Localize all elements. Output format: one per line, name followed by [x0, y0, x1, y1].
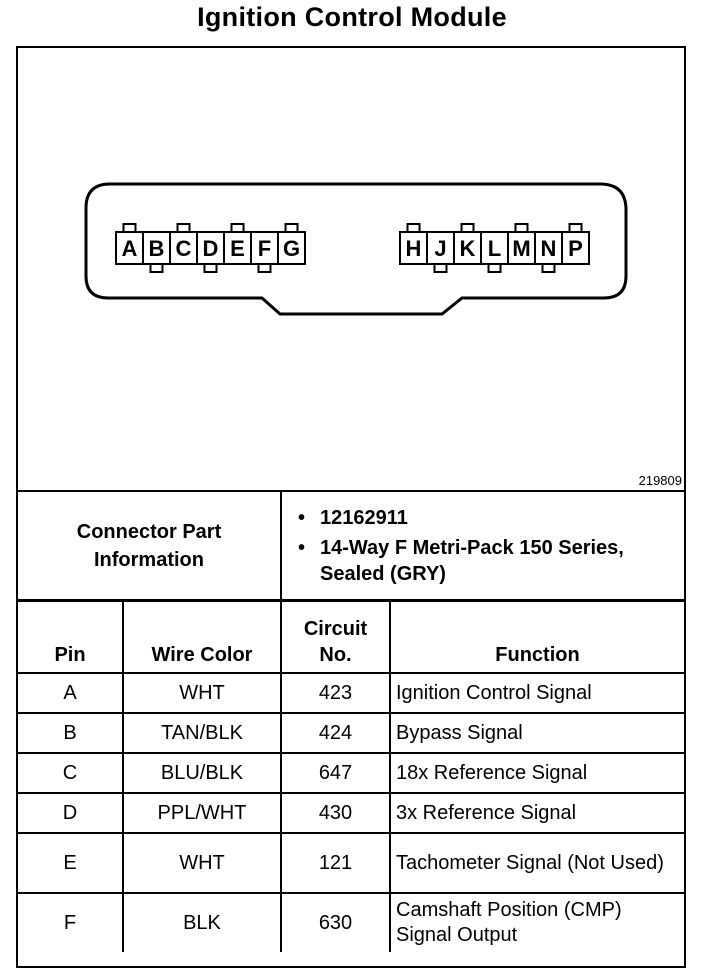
cell-function: Tachometer Signal (Not Used) [390, 833, 684, 893]
pin-letter-e: E [230, 236, 245, 261]
pin-latch-tab [205, 264, 217, 272]
table-row [18, 673, 684, 713]
header-circuit-line1: Circuit [303, 618, 368, 640]
cell-wire-color: BLU/BLK [123, 753, 281, 793]
cell-circuit: 424 [281, 713, 390, 753]
pin-letter-h: H [405, 236, 422, 261]
cell-function: 3x Reference Signal [390, 793, 684, 833]
document-frame [16, 46, 686, 968]
table-row [18, 753, 684, 793]
cell-pin: D [18, 793, 123, 833]
cell-circuit: 630 [281, 893, 390, 952]
pin-latch-tab [178, 224, 190, 232]
pin-latch-tab [232, 224, 244, 232]
pins-left-group [116, 224, 305, 272]
connector-info-label [18, 492, 281, 600]
connector-part-number: • 12162911 [320, 505, 684, 531]
cell-pin: F [18, 893, 123, 952]
figure-id: 219809 [638, 473, 682, 488]
pin-letter-c: C [175, 236, 192, 261]
pin-letter-l: L [487, 236, 502, 261]
cell-wire-color: WHT [123, 673, 281, 713]
pin-latch-tab [489, 264, 501, 272]
table-row [18, 893, 684, 952]
pin-letter-m: M [512, 236, 531, 261]
connector-info-label-line2: Information [94, 548, 204, 571]
pin-letter-g: G [282, 236, 301, 261]
cell-pin: A [18, 673, 123, 713]
page-title: Ignition Control Module [197, 2, 507, 32]
pin-latch-tab [462, 224, 474, 232]
pin-letter-k: K [459, 236, 476, 261]
pin-latch-tab [286, 224, 298, 232]
pin-letter-j: J [434, 236, 447, 261]
cell-wire-color: TAN/BLK [123, 713, 281, 753]
pin-latch-tab [543, 264, 555, 272]
connector-drawing [18, 48, 684, 490]
table-row [18, 793, 684, 833]
table-row [18, 713, 684, 753]
pin-latch-tab [408, 224, 420, 232]
cell-circuit: 121 [281, 833, 390, 893]
header-function: Function [390, 601, 684, 673]
pin-letter-n: N [540, 236, 557, 261]
connector-info-values [281, 492, 684, 600]
pin-latch-tab [570, 224, 582, 232]
connector-info-table [18, 492, 684, 601]
cell-function: Bypass Signal [390, 713, 684, 753]
header-wire-color: Wire Color [123, 601, 281, 673]
connector-info-label-line1: Connector Part [76, 520, 222, 543]
cell-pin: C [18, 753, 123, 793]
cell-wire-color: PPL/WHT [123, 793, 281, 833]
header-circuit [281, 601, 390, 673]
connector-diagram [18, 48, 684, 492]
pin-table [18, 600, 684, 952]
cell-function: Camshaft Position (CMP) Signal Output [390, 893, 684, 952]
table-row [18, 833, 684, 893]
cell-circuit: 430 [281, 793, 390, 833]
cell-wire-color: BLK [123, 893, 281, 952]
header-pin: Pin [18, 601, 123, 673]
cell-pin: E [18, 833, 123, 893]
cell-circuit: 647 [281, 753, 390, 793]
header-circuit-line2: No. [319, 644, 352, 666]
cell-wire-color: WHT [123, 833, 281, 893]
cell-circuit: 423 [281, 673, 390, 713]
pin-letter-d: D [202, 236, 219, 261]
pin-letter-p: P [568, 236, 583, 261]
pins-right-group [400, 224, 589, 272]
connector-description: • 14-Way F Metri-Pack 150 Series, Sealed (GRY) [320, 535, 684, 587]
pin-letter-a: A [121, 236, 138, 261]
cell-function: Ignition Control Signal [390, 673, 684, 713]
pin-latch-tab [516, 224, 528, 232]
pin-letter-b: B [148, 236, 165, 261]
cell-function: 18x Reference Signal [390, 753, 684, 793]
pin-latch-tab [124, 224, 136, 232]
pin-letter-f: F [257, 236, 272, 261]
cell-pin: B [18, 713, 123, 753]
pin-latch-tab [259, 264, 271, 272]
pin-latch-tab [151, 264, 163, 272]
pin-latch-tab [435, 264, 447, 272]
